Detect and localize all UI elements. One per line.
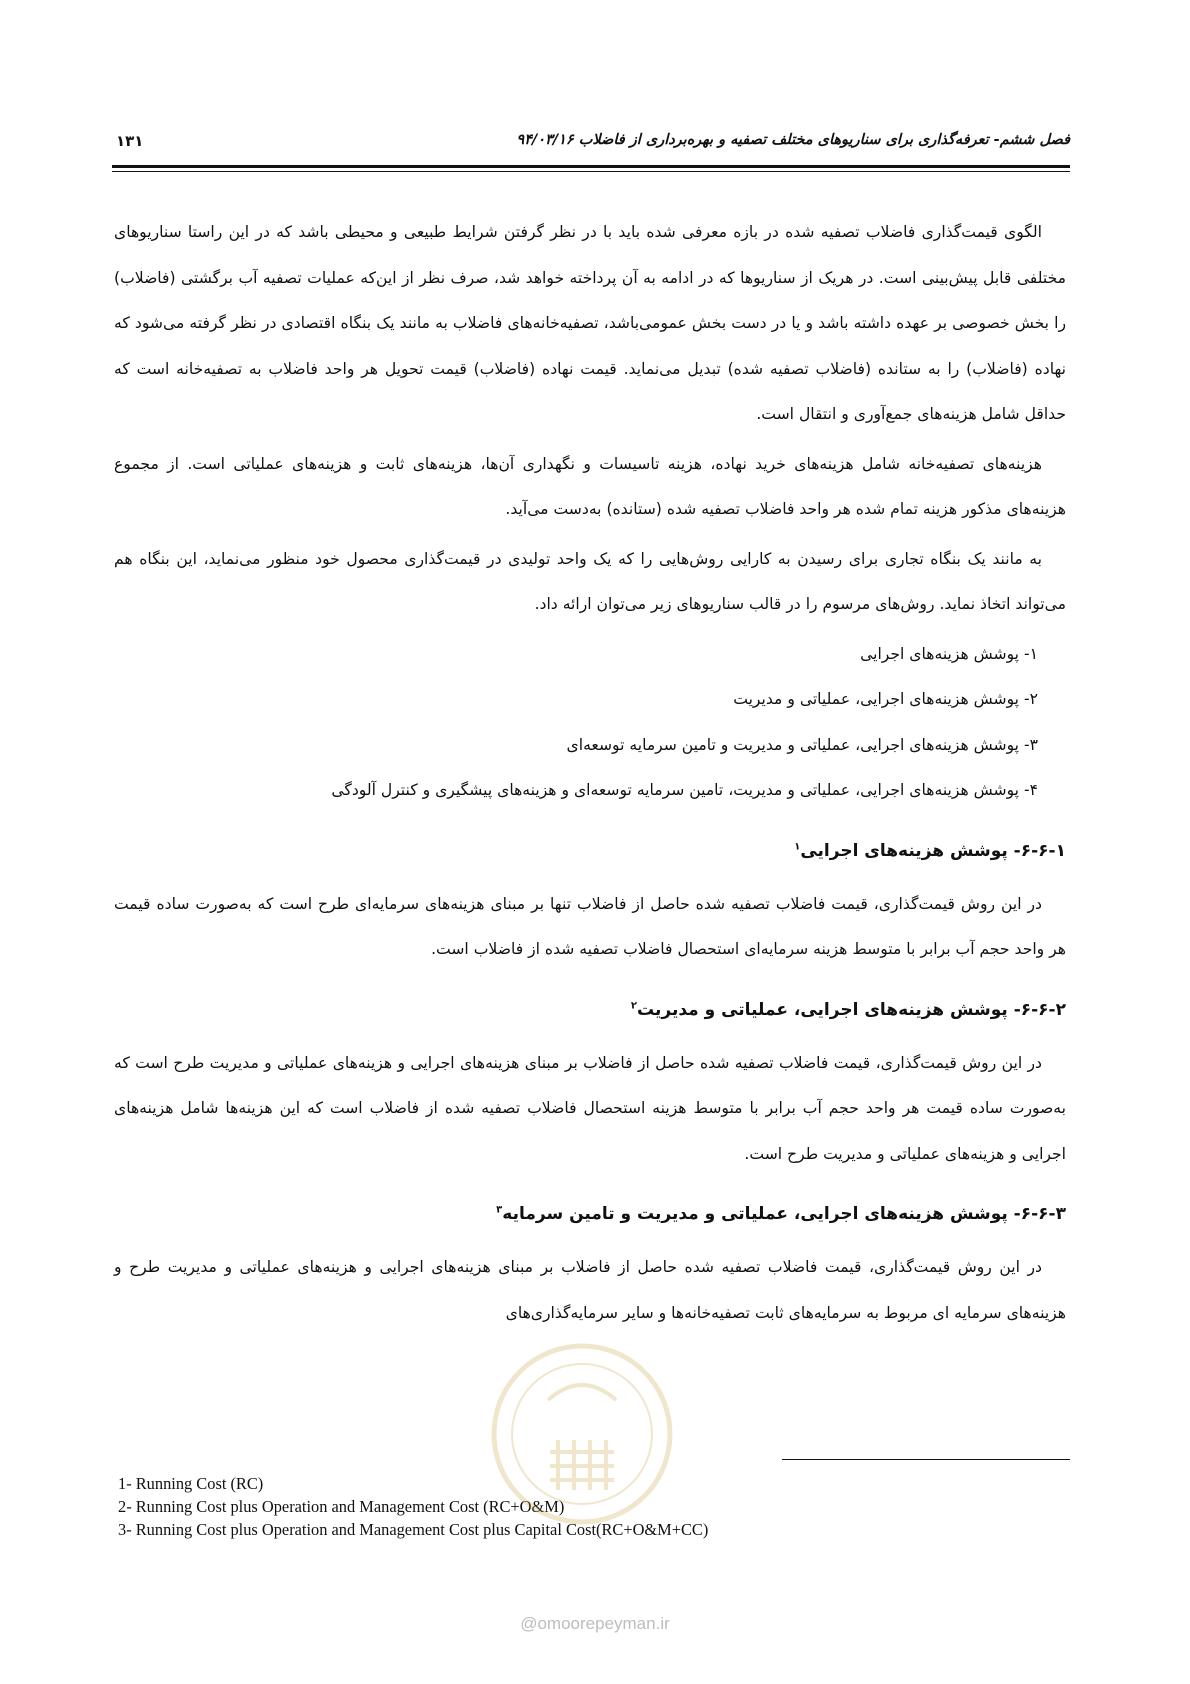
paragraph-intro: الگوی قیمت‌گذاری فاضلاب تصفیه شده در بازه معرفی شده باید با در نظر گرفتن شرایط طبیعی و محیطی باشد که در این راستا سناریوهای مختلفی قابل پیش‌بینی است. در هریک از سناریوها که در ادامه به آن پرداخته خواهد شد، صرف نظر از این‌که عملیات تصفیه آب برگشتی (فاضلاب) را بخش خصوصی بر عهده داشته باشد و یا در دست بخش عمومی‌باشد، تصفیه‌خانه‌های فاضلاب به مانند یک بنگاه اقتصادی در نظر گرفته می‌شود که نهاده (فاضلاب) را به ستانده (فاضلاب تصفیه شده) تبدیل می‌نماید. قیمت نهاده (فاضلاب) قیمت تحویل هر واحد فاضلاب به تصفیه‌خانه است که حداقل شامل هزینه‌های جمع‌آوری و انتقال است.: [114, 223, 1066, 423]
footnote-2: 2- Running Cost plus Operation and Management Cost (RC+O&M): [118, 1497, 565, 1516]
section-heading-text: ۶-۶-۳- پوشش هزینه‌های اجرایی، عملیاتی و مدیریت و تامین سرمایه: [502, 1204, 1066, 1224]
list-item: ۱- پوشش هزینه‌های اجرایی: [860, 644, 1038, 663]
footnote-ref[interactable]: ۱: [794, 840, 801, 852]
footnote-ref[interactable]: ۳: [496, 1204, 503, 1216]
section-heading-2: [114, 987, 1066, 1033]
paragraph-methods: به مانند یک بنگاه تجاری برای رسیدن به کارایی روش‌هایی را که یک واحد تولیدی در قیمت‌گذاری محصول خود منظور می‌نماید، این بنگاه هم می‌تواند اتخاذ نماید. روش‌های مرسوم را در قالب سناریوهای زیر می‌توان ارائه داد.: [114, 549, 1066, 613]
running-header: [112, 132, 1070, 160]
footnote-1: 1- Running Cost (RC): [118, 1474, 264, 1493]
watermark-url: @omoorepeyman.ir: [520, 1614, 670, 1633]
section-heading-text: ۶-۶-۲- پوشش هزینه‌های اجرایی، عملیاتی و مدیریت: [637, 999, 1066, 1020]
page-number: ۱۳۱: [116, 132, 144, 150]
section-2-body: در این روش قیمت‌گذاری، قیمت فاضلاب تصفیه شده حاصل از فاضلاب بر مبنای هزینه‌های اجرایی و هزینه‌های عملیاتی و مدیریت طرح است که به‌صورت ساده قیمت هر واحد حجم آب برابر با متوسط هزینه استحصال فاضلاب تصفیه شده از فاضلاب است که این هزینه‌ها شامل هزینه‌های اجرایی و هزینه‌های عملیاتی و مدیریت طرح است.: [114, 1053, 1066, 1163]
header-rule-thin: [112, 171, 1070, 172]
section-3-body: در این روش قیمت‌گذاری، قیمت فاضلاب تصفیه شده حاصل از فاضلاب بر مبنای هزینه‌های اجرایی و هزینه‌های عملیاتی و مدیریت طرح و هزینه‌های سرمایه ای مربوط به سرمایه‌های ثابت تصفیه‌خانه‌ها و سایر سرمایه‌گذاری‌های: [114, 1258, 1066, 1322]
section-heading-1: [114, 828, 1066, 874]
chapter-title: فصل ششم- تعرفه‌گذاری برای سناریوهای مختلف تصفیه و بهره‌برداری از فاضلاب ۹۴/۰۳/۱۶: [516, 132, 1070, 148]
footnote-3: 3- Running Cost plus Operation and Management Cost plus Capital Cost(RC+O&M+CC): [118, 1520, 709, 1539]
list-item: ۲- پوشش هزینه‌های اجرایی، عملیاتی و مدیریت: [733, 690, 1038, 708]
body-text: [114, 210, 1066, 1340]
footnote-separator: [782, 1459, 1070, 1460]
list-item: ۴- پوشش هزینه‌های اجرایی، عملیاتی و مدیریت، تامین سرمایه توسعه‌ای و هزینه‌های پیشگیری و کنترل آلودگی: [331, 781, 1038, 799]
section-heading-3: [114, 1191, 1066, 1237]
scenario-list: [114, 632, 1066, 814]
list-item: ۳- پوشش هزینه‌های اجرایی، عملیاتی و مدیریت و تامین سرمایه توسعه‌ای: [566, 735, 1038, 754]
paragraph-costs: هزینه‌های تصفیه‌خانه شامل هزینه‌های خرید نهاده، هزینه تاسیسات و نگهداری آن‌ها، هزینه‌های ثابت و هزینه‌های عملیاتی است. از مجموع هزینه‌های مذکور هزینه تمام شده هر واحد فاضلاب تصفیه شده (ستانده) به‌دست می‌آید.: [114, 454, 1066, 518]
section-heading-text: ۶-۶-۱- پوشش هزینه‌های اجرایی: [800, 840, 1066, 861]
header-rule-thick: [112, 165, 1070, 168]
footnote-ref[interactable]: ۲: [630, 999, 638, 1011]
watermark-logo-icon: [488, 1340, 676, 1528]
section-1-body: در این روش قیمت‌گذاری، قیمت فاضلاب تصفیه شده حاصل از فاضلاب تنها بر مبنای هزینه‌های سرمایه‌ای طرح است که به‌صورت ساده قیمت هر واحد حجم آب برابر با متوسط هزینه سرمایه‌ای استحصال فاضلاب تصفیه شده از فاضلاب است.: [114, 894, 1066, 958]
